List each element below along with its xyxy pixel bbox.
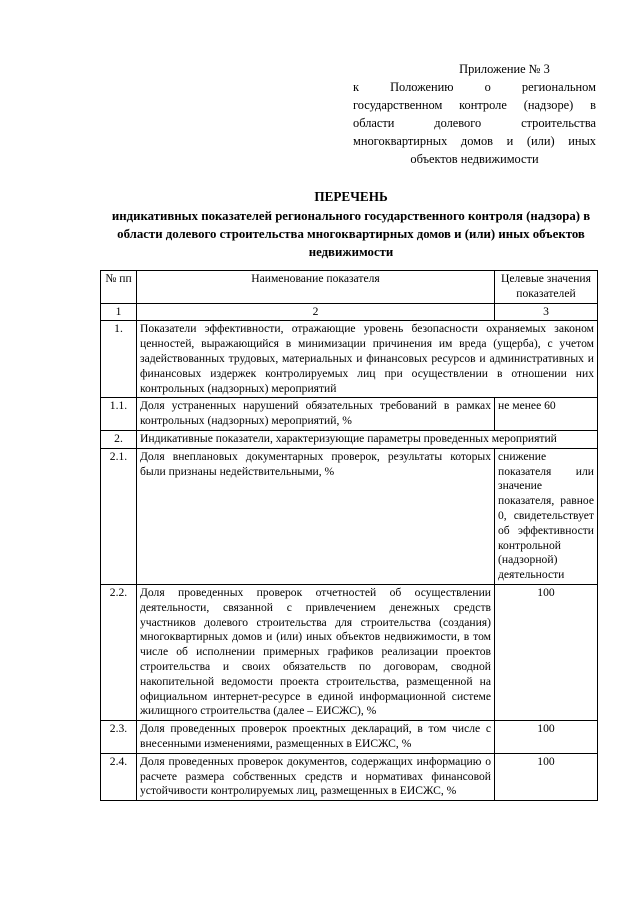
row-num: 2. <box>101 430 137 448</box>
table-row <box>101 448 598 584</box>
table-row <box>101 430 598 448</box>
table-header-row <box>101 271 598 304</box>
row-name: Доля проведенных проверок отчетностей об осуществлении деятельности, связанной с привлечением денежных средств участников долевого строительства для строительства (создания) многоквартирных домов и (или) иных объектов недвижимости, в том числе об исполнении примерных графиков реализации проектов строительства и своих обязательств по договорам, сводной накопительной ведомости проекта строительства, размещенной на официальном интернет-ресурсе в единой информационной системе жилищного строительства (далее – ЕИСЖС), % <box>137 584 495 720</box>
row-value: 100 <box>495 721 598 754</box>
header-num: № пп <box>101 271 137 304</box>
appendix-text: к Положению о региональном государственном контроле (надзоре) в области долевого строительства многоквартирных домов и (или) иных объектов недвижимости <box>353 80 596 166</box>
row-num: 2.1. <box>101 448 137 584</box>
col-number-2: 2 <box>137 303 495 321</box>
appendix-title: Приложение № 3 <box>459 62 550 76</box>
col-number-1: 1 <box>101 303 137 321</box>
row-value: не менее 60 <box>495 398 598 431</box>
row-num: 2.2. <box>101 584 137 720</box>
document-heading <box>90 187 612 261</box>
document-subtitle: индикативных показателей регионального государственного контроля (надзора) в области долевого строительства многоквартирных домов и (или) иных объектов недвижимости <box>111 209 591 259</box>
row-num: 1. <box>101 321 137 398</box>
document-title: ПЕРЕЧЕНЬ <box>314 189 388 204</box>
row-value: снижение показателя или значение показателя, равное 0, свидетельствует об эффективности контрольной (надзорной) деятельности <box>495 448 598 584</box>
row-value: 100 <box>495 584 598 720</box>
table-row <box>101 721 598 754</box>
row-name: Индикативные показатели, характеризующие параметры проведенных мероприятий <box>137 430 598 448</box>
table-row <box>101 584 598 720</box>
row-num: 2.3. <box>101 721 137 754</box>
header-name: Наименование показателя <box>137 271 495 304</box>
row-name: Показатели эффективности, отражающие уровень безопасности охраняемых законом ценностей, выражающийся в минимизации причинения им вреда (ущерба), с учетом задействованных трудовых, материальных и финансовых ресурсов и административных и финансовых издержек контролируемых лиц при осуществлении в отношении них контрольных (надзорных) мероприятий <box>137 321 598 398</box>
row-name: Доля внеплановых документарных проверок, результаты которых были признаны недействительными, % <box>137 448 495 584</box>
column-number-row <box>101 303 598 321</box>
row-name: Доля проведенных проверок проектных деклараций, в том числе с внесенными изменениями, размещенных в ЕИСЖС, % <box>137 721 495 754</box>
row-value: 100 <box>495 753 598 800</box>
row-num: 1.1. <box>101 398 137 431</box>
col-number-3: 3 <box>495 303 598 321</box>
row-name: Доля проведенных проверок документов, содержащих информацию о расчете размера собственных средств и нормативах финансовой устойчивости контролируемых лиц, размещенных в ЕИСЖС, % <box>137 753 495 800</box>
table-row <box>101 398 598 431</box>
header-value: Целевые значения показателей <box>495 271 598 304</box>
row-name: Доля устраненных нарушений обязательных требований в рамках контрольных (надзорных) мероприятий, % <box>137 398 495 431</box>
indicators-table <box>100 270 598 801</box>
row-num: 2.4. <box>101 753 137 800</box>
appendix-block <box>353 60 596 168</box>
table-row <box>101 321 598 398</box>
table-row <box>101 753 598 800</box>
